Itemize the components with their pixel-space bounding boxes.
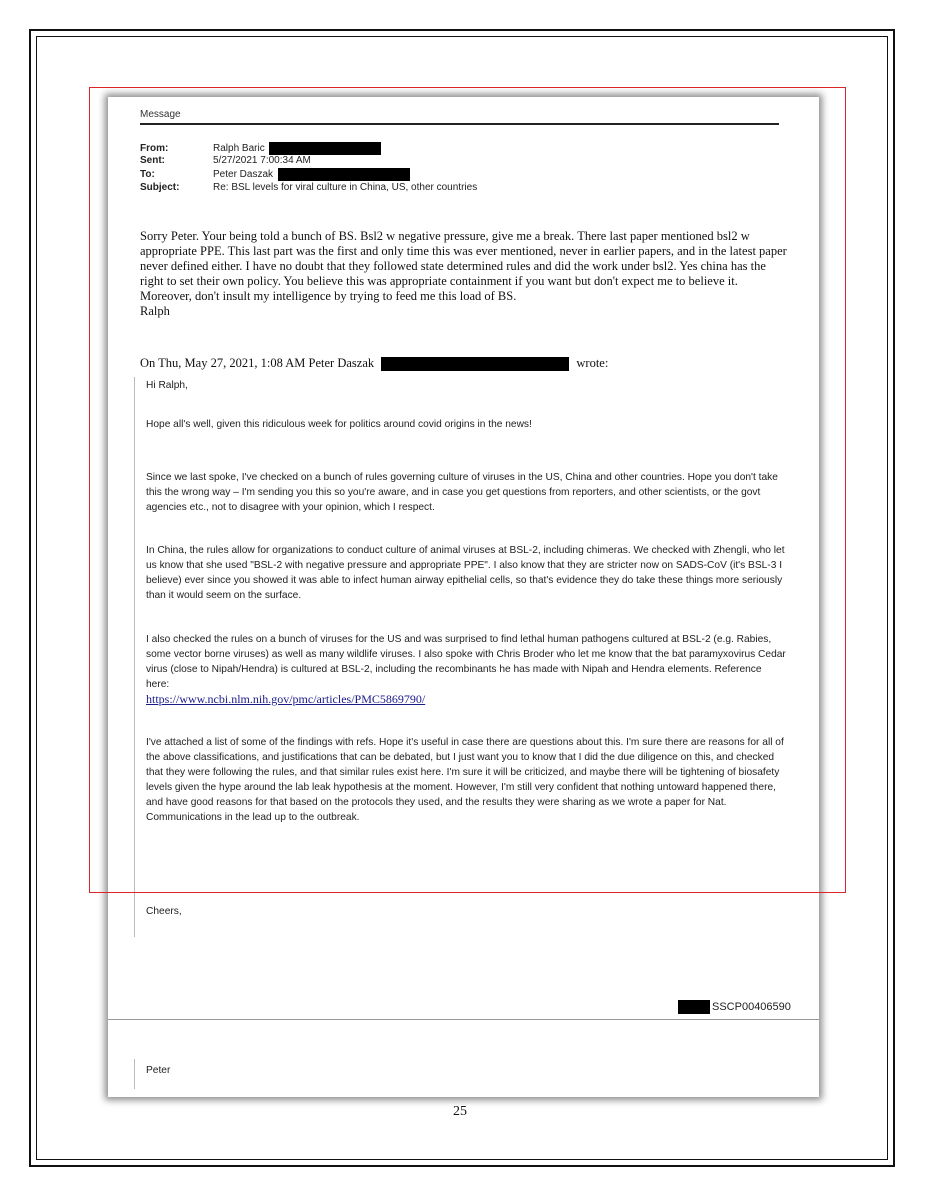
subject-label: Subject: (140, 182, 180, 193)
quoted-paragraph-1: Hope all's well, given this ridiculous week for politics around covid origins in the news! (146, 419, 532, 430)
quoted-paragraph-5: I've attached a list of some of the findings with refs. Hope it's useful in case there are questions about this. I'm sure there are reasons for all of the above classifications, and justifications that can be debated, but I just want you to know that I did the due diligence on this, and checked that they were following the rules, and that similar rules exist here. I'm sure it will be criticized, and maybe there will be tightening of biosafety levels given the hype around the lab leak hypothesis at the moment. However, I'm still very confident that nothing untoward happened there, and have good reasons for that based on the protocols they used, and the results they were sharing as we wrote a paper for Nat. Communications in the lead up to the outbreak. (146, 737, 784, 823)
quote-intro-suffix: wrote: (576, 356, 609, 370)
quoted-paragraph-4-text: I also checked the rules on a bunch of viruses for the US and was surprised to find lethal human pathogens cultured at BSL-2 (e.g. Rabies, some vector borne viruses) as well as many wildlife viruses. I also spoke with Chris Broder who let me know that the bat paramyxovirus Cedar virus (close to Nipah/Hendra) is cultured at BSL-2, including the recombinants he has made with Nipah and Hendra elements. Reference here: (146, 634, 786, 690)
quoted-paragraph-2: Since we last spoke, I've checked on a bunch of rules governing culture of viruses in the US, China and other countries. Hope you don't take this the wrong way – I'm sending you this so you're aware, and in case you get questions from reporters, and other scientists, or the govt agencies etc., not to disagree with your opinion, which I respect. (146, 472, 778, 513)
quoted-closing: Cheers, (146, 906, 182, 917)
sent-label: Sent: (140, 155, 165, 166)
from-value: Ralph Baric (213, 143, 265, 155)
bates-number: SSCP00406590 (712, 1000, 791, 1013)
highlight-box (89, 87, 846, 893)
reply-text: Sorry Peter. Your being told a bunch of BS. Bsl2 w negative pressure, give me a break. There last paper mentioned bsl2 w appropriate PPE. This last part was the first and only time this was ever mentioned, never in earlier papers, and in the latest paper never defined either. I have no doubt that they followed state determined rules and did the work under bsl2. Yes china has the right to set their own policy. You believe this was appropriate containment if you want but don't expect me to believe it. Moreover, don't insult my intelligence by trying to feed me this load of BS. (140, 229, 787, 303)
message-label: Message (140, 109, 181, 120)
page-number: 25 (453, 1104, 467, 1119)
quoted-greeting: Hi Ralph, (146, 380, 188, 391)
bates-stamp (678, 1000, 791, 1014)
quoted-sign: Peter (146, 1065, 171, 1076)
subject-value: Re: BSL levels for viral culture in China, US, other countries (213, 182, 478, 193)
quote-intro-prefix: On Thu, May 27, 2021, 1:08 AM Peter Daszak (140, 356, 375, 370)
reference-link[interactable]: https://www.ncbi.nlm.nih.gov/pmc/articles/PMC5869790/ (146, 692, 426, 706)
reply-signature: Ralph (140, 304, 170, 318)
to-value: Peter Daszak (213, 169, 274, 181)
to-label: To: (140, 169, 155, 181)
quoted-paragraph-3: In China, the rules allow for organizations to conduct culture of animal viruses at BSL-2, including chimeras. We checked with Zhengli, who let us know that she used "BSL-2 with negative pressure and appropriate PPE". I also know that they are stricter now on SADS-CoV (it's BSL-3 I believe) ever since you showed it was able to infect human airway epithelial cells, so that's evidence they do take these things more seriously than it would seem on the surface. (146, 545, 785, 601)
sent-value: 5/27/2021 7:00:34 AM (213, 155, 311, 166)
redaction-bates (678, 1000, 710, 1014)
page-break-line (108, 1019, 819, 1020)
from-label: From: (140, 143, 169, 155)
quote-bar-continued (134, 1059, 135, 1089)
